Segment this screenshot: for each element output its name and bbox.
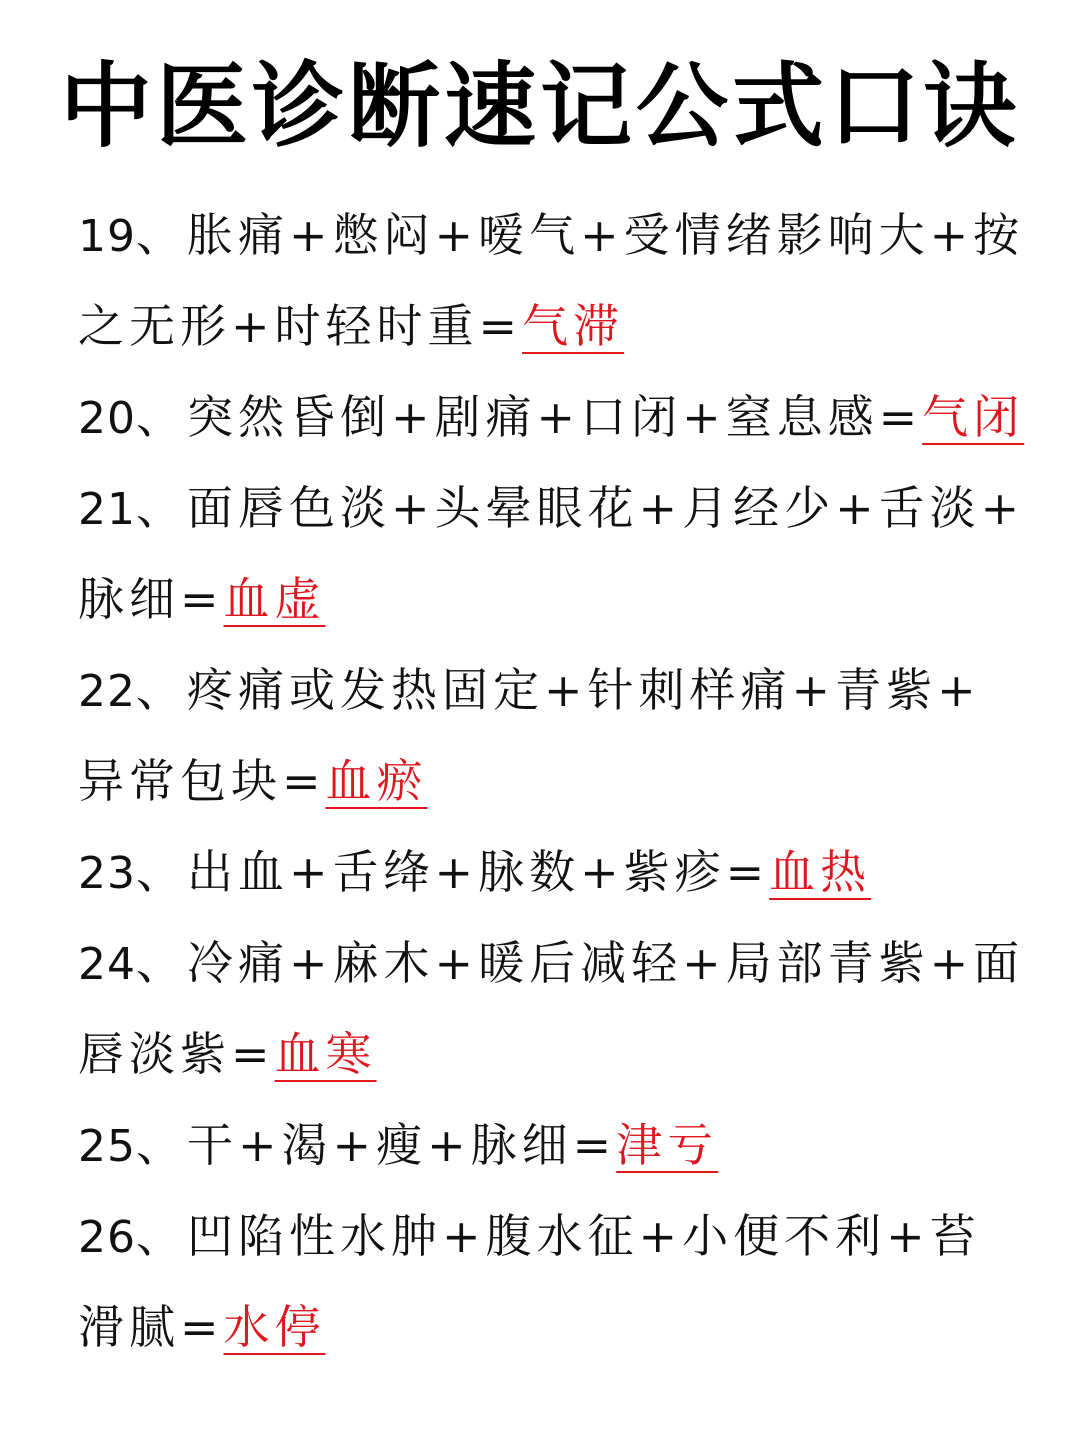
formula-21-line-1 — [78, 463, 1038, 554]
page-title: 中医诊断速记公式口诀 — [59, 53, 1020, 160]
formula-text: 之无形+时轻时重= — [78, 299, 523, 353]
item-separator: 、 — [136, 845, 187, 899]
formula-23-line-1 — [78, 827, 1038, 918]
item-separator: 、 — [136, 936, 187, 990]
formula-25-line-1 — [78, 1100, 1038, 1191]
answer-term: 血寒 — [274, 1027, 377, 1081]
item-separator: 、 — [136, 390, 187, 444]
answer-term: 血瘀 — [325, 754, 428, 808]
answer-term: 气闭 — [922, 390, 1025, 444]
formula-text: 异常包块= — [78, 754, 326, 808]
formula-text: 面唇色淡+头晕眼花+月经少+舌淡+ — [187, 481, 1025, 535]
item-number: 25 — [78, 1121, 136, 1172]
formula-list — [78, 190, 1038, 1373]
answer-term: 血热 — [769, 845, 872, 899]
item-number: 23 — [78, 848, 136, 899]
item-separator: 、 — [136, 663, 187, 717]
item-number: 26 — [78, 1212, 136, 1263]
item-separator: 、 — [136, 1118, 187, 1172]
formula-19-line-2 — [78, 281, 1038, 372]
formula-26-line-2 — [78, 1282, 1038, 1373]
answer-term: 津亏 — [616, 1118, 719, 1172]
item-number: 19 — [78, 211, 136, 262]
item-separator: 、 — [136, 481, 187, 535]
formula-22-line-1 — [78, 645, 1038, 736]
answer-term: 水停 — [223, 1300, 326, 1354]
item-separator: 、 — [136, 208, 187, 262]
formula-21-line-2 — [78, 554, 1038, 645]
formula-text: 疼痛或发热固定+针刺样痛+青紫+ — [187, 663, 981, 717]
formula-24-line-1 — [78, 918, 1038, 1009]
formula-text: 脉细= — [78, 572, 224, 626]
formula-text: 干+渴+瘦+脉细= — [187, 1118, 617, 1172]
item-number: 20 — [78, 393, 136, 444]
item-separator: 、 — [136, 1209, 187, 1263]
formula-26-line-1 — [78, 1191, 1038, 1282]
item-number: 22 — [78, 666, 136, 717]
formula-text: 凹陷性水肿+腹水征+小便不利+苔 — [187, 1209, 981, 1263]
formula-19-line-1 — [78, 190, 1038, 281]
formula-text: 唇淡紫= — [78, 1027, 275, 1081]
answer-term: 气滞 — [522, 299, 625, 353]
formula-24-line-2 — [78, 1009, 1038, 1100]
item-number: 21 — [78, 484, 136, 535]
formula-text: 冷痛+麻木+暖后减轻+局部青紫+面 — [187, 936, 1025, 990]
formula-text: 出血+舌绛+脉数+紫疹= — [187, 845, 770, 899]
formula-text: 胀痛+憋闷+嗳气+受情绪影响大+按 — [187, 208, 1025, 262]
formula-text: 突然昏倒+剧痛+口闭+窒息感= — [187, 390, 923, 444]
formula-text: 滑腻= — [78, 1300, 224, 1354]
formula-22-line-2 — [78, 736, 1038, 827]
item-number: 24 — [78, 939, 136, 990]
formula-20-line-1 — [78, 372, 1038, 463]
answer-term: 血虚 — [223, 572, 326, 626]
